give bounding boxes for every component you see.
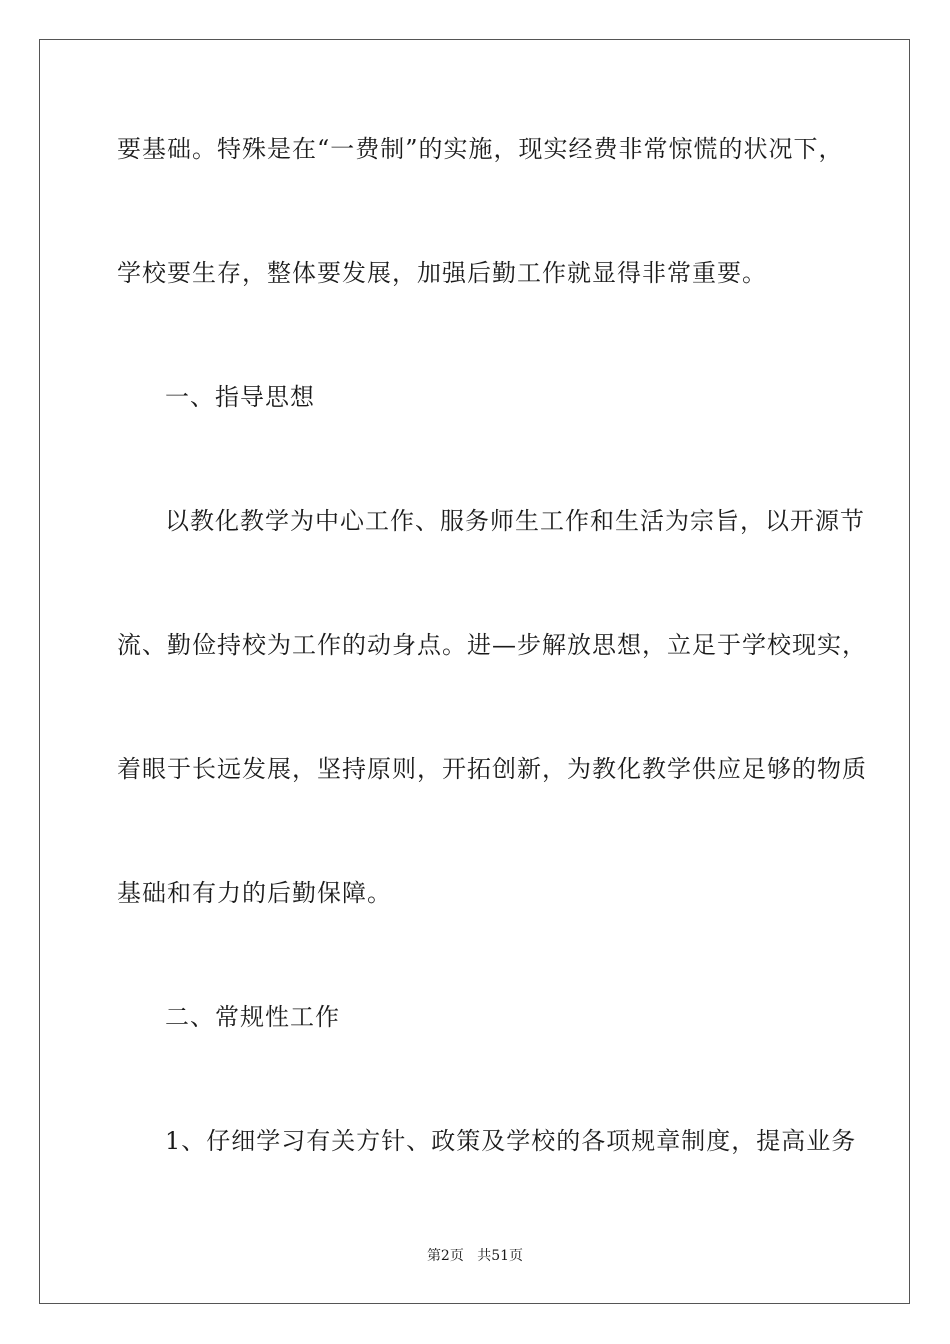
body-text-line: 基础和有力的后勤保障。 xyxy=(117,879,392,907)
body-text-line: 着眼于长远发展，坚持原则，开拓创新，为教化教学供应足够的物质 xyxy=(117,755,867,783)
body-text-line: 流、勤俭持校为工作的动身点。进—步解放思想，立足于学校现实， xyxy=(117,631,867,659)
section-heading: 二、常规性工作 xyxy=(165,1003,340,1031)
body-text-line: 1、仔细学习有关方针、政策及学校的各项规章制度，提高业务 xyxy=(165,1127,857,1155)
body-text-line: 学校要生存，整体要发展，加强后勤工作就显得非常重要。 xyxy=(117,259,767,287)
section-heading: 一、指导思想 xyxy=(165,383,315,411)
body-text-line: 要基础。特殊是在“一费制”的实施，现实经费非常惊慌的状况下， xyxy=(117,135,844,163)
page-border xyxy=(39,39,910,1304)
page-footer xyxy=(0,1247,950,1265)
page-number: 第2页 xyxy=(426,1248,464,1264)
body-text-line: 以教化教学为中心工作、服务师生工作和生活为宗旨，以开源节 xyxy=(165,507,865,535)
total-pages: 共51页 xyxy=(477,1248,524,1264)
